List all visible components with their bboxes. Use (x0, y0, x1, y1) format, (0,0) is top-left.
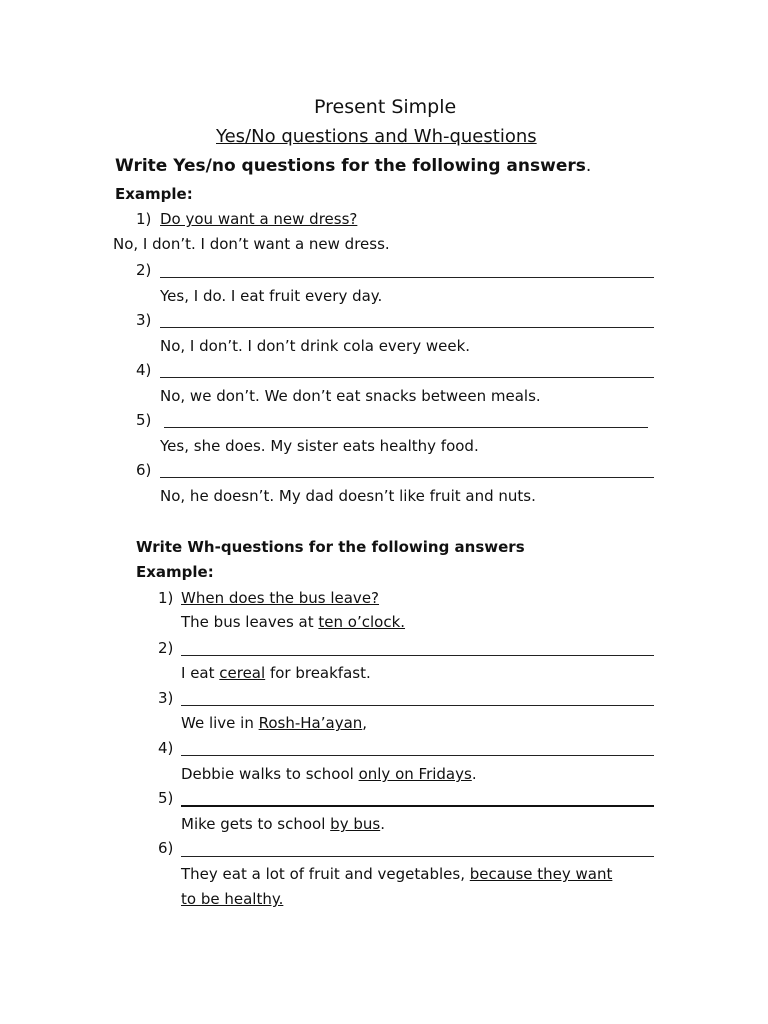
answer-underlined: only on Fridays (358, 765, 472, 783)
part1-example-answer: No, I don’t. I don’t want a new dress. (113, 235, 390, 253)
answer-text: , (362, 714, 368, 732)
part1-example-question: Do you want a new dress? (160, 210, 358, 228)
part1-answer-line[interactable] (160, 377, 654, 378)
part2-answer-line[interactable] (181, 805, 654, 807)
page-subtitle: Yes/No questions and Wh-questions (216, 126, 537, 147)
part1-item-number: 4) (136, 361, 152, 379)
part1-item-answer: Yes, she does. My sister eats healthy food. (160, 437, 479, 455)
part2-answer-line[interactable] (181, 755, 654, 756)
answer-text: Mike gets to school (181, 815, 331, 833)
part2-answer-line[interactable] (181, 655, 654, 656)
answer-text: for breakfast. (265, 664, 371, 682)
part2-item-answer (181, 764, 477, 784)
part1-item-number: 2) (136, 261, 152, 279)
part2-item-number: 6) (158, 839, 174, 857)
part2-answer-line[interactable] (181, 705, 654, 706)
answer-text: The bus leaves at (181, 613, 319, 631)
part2-item-number: 5) (158, 789, 174, 807)
part1-item-answer: No, I don’t. I don’t drink cola every week. (160, 337, 471, 355)
part2-item-answer (181, 713, 367, 733)
answer-underlined: ten o’clock. (318, 613, 406, 631)
part2-heading: Write Wh-questions for the following answers (136, 538, 525, 556)
answer-underlined: because they want (469, 865, 613, 883)
page-title: Present Simple (314, 96, 457, 118)
part1-item-number: 6) (136, 461, 152, 479)
part2-item-number: 3) (158, 689, 174, 707)
answer-text: . (471, 765, 477, 783)
part2-item-answer (181, 814, 385, 834)
part1-item-number: 3) (136, 311, 152, 329)
part2-item-answer (181, 864, 612, 884)
part1-item-answer: No, he doesn’t. My dad doesn’t like fruit and nuts. (160, 487, 536, 505)
answer-text: We live in (181, 714, 259, 732)
part2-example-label: Example: (136, 563, 214, 581)
answer-underlined: Rosh-Ha’ayan (258, 714, 363, 732)
part2-example-answer (181, 612, 405, 632)
part1-item-answer: No, we don’t. We don’t eat snacks between meals. (160, 387, 541, 405)
part1-answer-line[interactable] (164, 427, 648, 428)
answer-underlined: cereal (219, 664, 266, 682)
part2-example-question: When does the bus leave? (181, 589, 380, 607)
answer-underlined: by bus (330, 815, 381, 833)
answer-text: . (380, 815, 385, 833)
part2-example-number: 1) (158, 589, 174, 607)
answer-text: Debbie walks to school (181, 765, 359, 783)
part2-item-answer-continued: to be healthy. (181, 890, 284, 908)
part2-item-number: 2) (158, 639, 174, 657)
part2-item-answer (181, 663, 371, 683)
part1-item-number: 5) (136, 411, 152, 429)
answer-text: I eat (181, 664, 220, 682)
part1-answer-line[interactable] (160, 277, 654, 278)
part1-answer-line[interactable] (160, 327, 654, 328)
part1-answer-line[interactable] (160, 477, 654, 478)
answer-text: They eat a lot of fruit and vegetables, (181, 865, 470, 883)
part1-example-label: Example: (115, 185, 193, 203)
part1-example-number: 1) (136, 210, 152, 228)
part1-heading-text: Write Yes/no questions for the following answers (115, 156, 586, 176)
part1-heading-period: . (585, 156, 592, 176)
part2-item-number: 4) (158, 739, 174, 757)
part2-answer-line[interactable] (181, 856, 654, 857)
part1-heading (115, 156, 591, 176)
part1-item-answer: Yes, I do. I eat fruit every day. (160, 287, 383, 305)
